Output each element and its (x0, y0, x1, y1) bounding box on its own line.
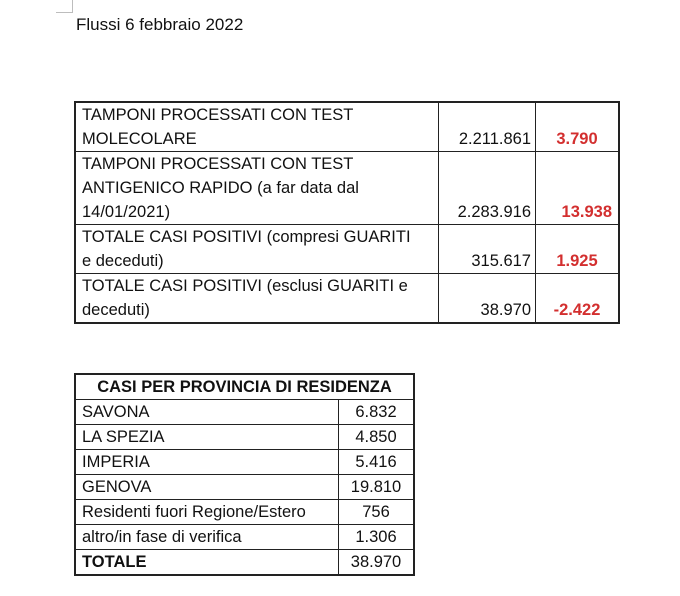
label-line: TOTALE CASI POSITIVI (compresi GUARITI (82, 228, 411, 246)
table-row (75, 450, 414, 475)
label-line: TOTALE CASI POSITIVI (esclusi GUARITI e (82, 277, 408, 295)
province-name: GENOVA (75, 475, 339, 500)
table-row (75, 525, 414, 550)
label-line: MOLECOLARE (82, 130, 197, 148)
province-name: Residenti fuori Regione/Estero (75, 500, 339, 525)
row-label (75, 152, 439, 225)
table-row (75, 425, 414, 450)
label-line: deceduti) (82, 301, 150, 319)
label-line: ANTIGENICO RAPIDO (a far data dal (82, 179, 359, 197)
flows-table (74, 101, 620, 324)
row-delta: 3.790 (536, 102, 620, 152)
province-name: LA SPEZIA (75, 425, 339, 450)
row-delta: 13.938 (536, 152, 620, 225)
province-value: 756 (339, 500, 415, 525)
page-corner-mark (56, 0, 73, 13)
table-row (75, 102, 619, 152)
table-row (75, 274, 619, 324)
row-value: 2.283.916 (439, 152, 536, 225)
province-value: 4.850 (339, 425, 415, 450)
province-value: 19.810 (339, 475, 415, 500)
province-name: IMPERIA (75, 450, 339, 475)
row-label (75, 225, 439, 274)
row-delta: 1.925 (536, 225, 620, 274)
table-row (75, 400, 414, 425)
province-name: SAVONA (75, 400, 339, 425)
table-row (75, 152, 619, 225)
province-value: 1.306 (339, 525, 415, 550)
province-table (74, 373, 415, 576)
label-line: TAMPONI PROCESSATI CON TEST (82, 155, 354, 173)
row-value: 38.970 (439, 274, 536, 324)
province-name: altro/in fase di verifica (75, 525, 339, 550)
total-value: 38.970 (339, 550, 415, 576)
label-line: TAMPONI PROCESSATI CON TEST (82, 106, 354, 124)
province-value: 6.832 (339, 400, 415, 425)
row-value: 315.617 (439, 225, 536, 274)
total-row (75, 550, 414, 576)
table-header-row (75, 374, 414, 400)
row-delta: -2.422 (536, 274, 620, 324)
label-line: 14/01/2021) (82, 203, 171, 221)
label-line: e deceduti) (82, 252, 164, 270)
province-value: 5.416 (339, 450, 415, 475)
row-label (75, 274, 439, 324)
table-row (75, 475, 414, 500)
total-label: TOTALE (75, 550, 339, 576)
table-row (75, 500, 414, 525)
table-row (75, 225, 619, 274)
province-table-header: CASI PER PROVINCIA DI RESIDENZA (75, 374, 414, 400)
row-value: 2.211.861 (439, 102, 536, 152)
row-label (75, 102, 439, 152)
document-title: Flussi 6 febbraio 2022 (76, 15, 244, 34)
